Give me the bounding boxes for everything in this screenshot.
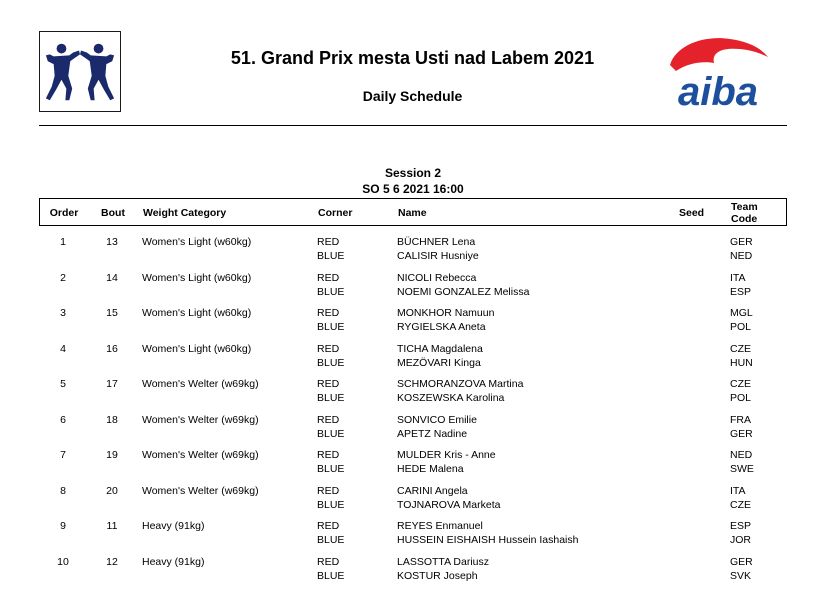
blue-team-code: HUN (730, 356, 753, 369)
blue-corner-label: BLUE (317, 427, 345, 440)
red-team-code: ESP (730, 520, 752, 532)
red-team-code: FRA (730, 413, 751, 426)
weight-cell: Women's Welter (w69kg) (142, 484, 259, 497)
order-cell: 7 (60, 449, 66, 461)
red-corner-label: RED (317, 555, 340, 568)
blue-corner-label: BLUE (317, 392, 345, 404)
weight-cell: Women's Welter (w69kg) (142, 378, 259, 390)
session-name: Session 2 (384, 166, 442, 180)
weight-cell: Women's Welter (w69kg) (142, 413, 259, 426)
red-corner-label: RED (317, 484, 340, 497)
table-row (39, 341, 787, 377)
blue-corner-label: BLUE (317, 250, 345, 262)
red-boxer-name: CARINI Angela (397, 484, 468, 497)
col-order: Order (49, 207, 79, 219)
bout-cell: 15 (106, 307, 118, 319)
red-corner-label: RED (317, 520, 340, 532)
col-weight-category: Weight Category (143, 207, 227, 219)
header-divider (39, 125, 787, 126)
red-team-code: CZE (730, 378, 751, 390)
red-team-code: GER (730, 555, 753, 568)
table-row (39, 234, 787, 270)
bout-cell: 13 (106, 236, 118, 248)
red-boxer-name: MONKHOR Namuun (397, 307, 495, 319)
table-row (39, 305, 787, 341)
table-row (39, 554, 787, 590)
weight-cell: Heavy (91kg) (142, 555, 205, 568)
red-boxer-name: BÜCHNER Lena (397, 236, 476, 248)
blue-team-code: SWE (730, 463, 754, 475)
col-team-line1: Team (731, 201, 758, 213)
blue-boxer-name: CALISIR Husniye (397, 250, 479, 262)
red-corner-label: RED (317, 413, 340, 426)
blue-team-code: POL (730, 392, 752, 404)
blue-corner-label: BLUE (317, 356, 345, 369)
blue-team-code: GER (730, 427, 753, 440)
blue-team-code: POL (730, 321, 752, 333)
session-datetime: SO 5 6 2021 16:00 (362, 182, 464, 196)
table-row (39, 518, 787, 554)
boxers-icon (40, 32, 120, 111)
order-cell: 1 (60, 236, 66, 248)
order-cell: 6 (60, 413, 66, 426)
col-seed: Seed (679, 207, 705, 219)
blue-corner-label: BLUE (317, 534, 345, 546)
red-team-code: MGL (730, 307, 753, 319)
blue-corner-label: BLUE (317, 285, 345, 298)
order-cell: 2 (60, 271, 66, 284)
col-bout: Bout (101, 207, 125, 219)
red-boxer-name: REYES Enmanuel (397, 520, 483, 532)
blue-boxer-name: TOJNAROVA Marketa (397, 498, 501, 511)
blue-boxer-name: HEDE Malena (397, 463, 464, 475)
blue-boxer-name: KOSZEWSKA Karolina (397, 392, 505, 404)
order-cell: 3 (60, 307, 66, 319)
bout-cell: 18 (106, 413, 118, 426)
weight-cell: Women's Light (w60kg) (142, 342, 252, 355)
red-corner-label: RED (317, 449, 340, 461)
bout-cell: 14 (106, 271, 118, 284)
bout-cell: 19 (106, 449, 118, 461)
blue-team-code: CZE (730, 498, 751, 511)
blue-team-code: ESP (730, 285, 752, 298)
weight-cell: Women's Light (w60kg) (142, 307, 252, 319)
boxers-logo (39, 31, 121, 112)
order-cell: 10 (57, 555, 69, 568)
blue-corner-label: BLUE (317, 463, 345, 475)
table-row (39, 447, 787, 483)
page-title: 51. Grand Prix mesta Usti nad Labem 2021 (230, 48, 595, 68)
red-team-code: CZE (730, 342, 751, 355)
table-row (39, 376, 787, 412)
red-team-code: GER (730, 236, 753, 248)
blue-boxer-name: APETZ Nadine (397, 427, 468, 440)
aiba-swoosh-icon (670, 38, 768, 71)
bout-cell: 17 (106, 378, 118, 390)
weight-cell: Heavy (91kg) (142, 520, 205, 532)
col-name: Name (398, 207, 427, 219)
bout-cell: 20 (106, 484, 118, 497)
col-team-code (731, 201, 758, 225)
order-cell: 9 (60, 520, 66, 532)
red-corner-label: RED (317, 378, 340, 390)
bout-cell: 16 (106, 342, 118, 355)
red-boxer-name: SCHMORANZOVA Martina (397, 378, 524, 390)
table-header (39, 198, 787, 226)
blue-team-code: JOR (730, 534, 751, 546)
red-corner-label: RED (317, 342, 340, 355)
red-team-code: ITA (730, 271, 746, 284)
blue-boxer-name: NOEMI GONZALEZ Melissa (397, 285, 530, 298)
order-cell: 4 (60, 342, 66, 355)
blue-corner-label: BLUE (317, 498, 345, 511)
red-boxer-name: TICHA Magdalena (397, 342, 483, 355)
bout-cell: 11 (106, 520, 118, 532)
order-cell: 5 (60, 378, 66, 390)
col-team-line2: Code (731, 213, 758, 225)
blue-team-code: NED (730, 250, 753, 262)
blue-boxer-name: RYGIELSKA Aneta (397, 321, 486, 333)
red-corner-label: RED (317, 236, 340, 248)
red-boxer-name: LASSOTTA Dariusz (397, 555, 489, 568)
page-subtitle: Daily Schedule (362, 88, 463, 104)
schedule-table (39, 234, 787, 589)
bout-cell: 12 (106, 555, 118, 568)
order-cell: 8 (60, 484, 66, 497)
aiba-wordmark: aiba (678, 70, 759, 111)
red-corner-label: RED (317, 307, 340, 319)
col-corner: Corner (318, 207, 353, 219)
blue-boxer-name: HUSSEIN EISHAISH Hussein Iashaish (397, 534, 579, 546)
red-boxer-name: MULDER Kris - Anne (397, 449, 496, 461)
blue-corner-label: BLUE (317, 321, 345, 333)
red-team-code: ITA (730, 484, 746, 497)
red-team-code: NED (730, 449, 753, 461)
table-row (39, 270, 787, 306)
red-corner-label: RED (317, 271, 340, 284)
blue-team-code: SVK (730, 569, 752, 582)
blue-boxer-name: MEZÖVARI Kinga (397, 356, 481, 369)
table-row (39, 412, 787, 448)
red-boxer-name: SONVICO Emilie (397, 413, 477, 426)
weight-cell: Women's Light (w60kg) (142, 236, 252, 248)
red-boxer-name: NICOLI Rebecca (397, 271, 477, 284)
weight-cell: Women's Welter (w69kg) (142, 449, 259, 461)
weight-cell: Women's Light (w60kg) (142, 271, 252, 284)
aiba-logo (656, 33, 774, 111)
blue-boxer-name: KOSTUR Joseph (397, 569, 478, 582)
blue-corner-label: BLUE (317, 569, 345, 582)
table-row (39, 483, 787, 519)
